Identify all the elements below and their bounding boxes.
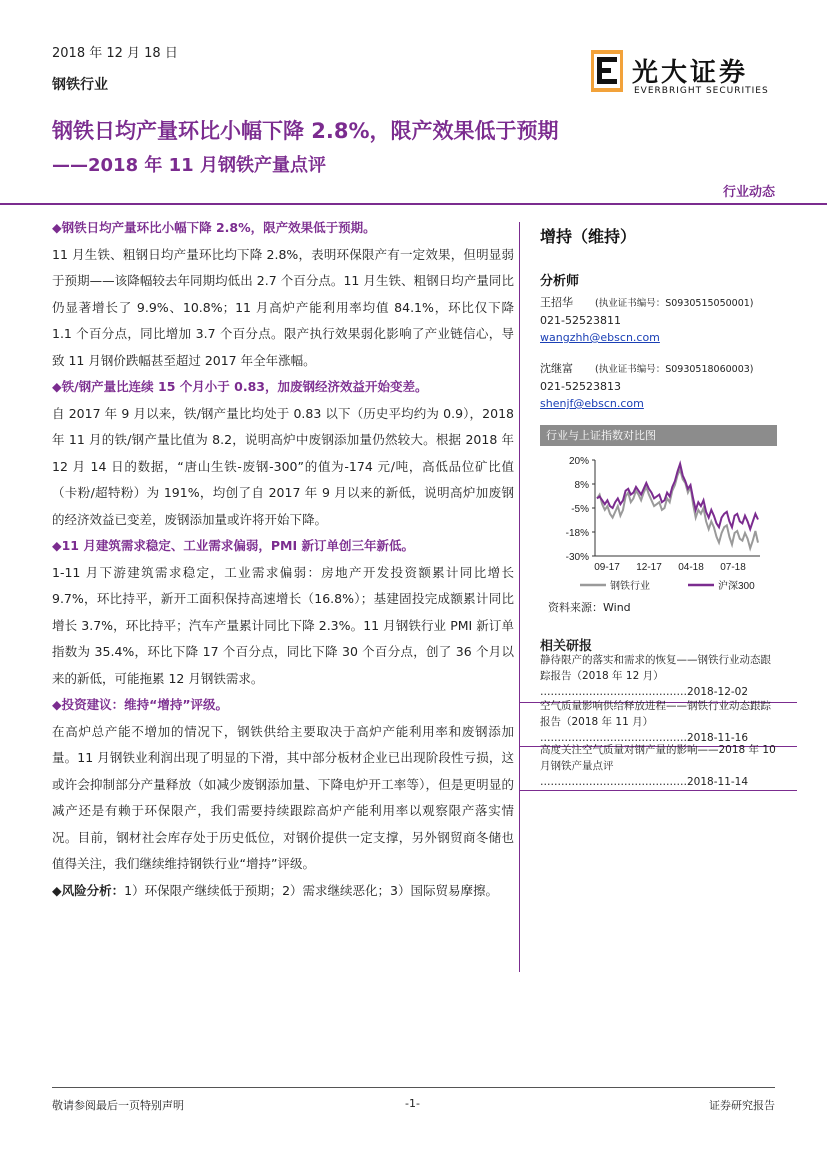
related-report-date: ……………………………………2018-12-02 [540,686,749,698]
section-heading: ◆钢铁日均产量环比小幅下降 2.8%，限产效果低于预期。 [52,220,376,235]
risk-paragraph [52,878,514,905]
main-body [52,215,514,904]
page-number: -1- [405,1097,420,1110]
analyst-phone: 021-52523811 [540,314,621,327]
related-report[interactable] [540,698,780,746]
related-report-title: 静待限产的落实和需求的恢复——钢铁行业动态跟踪报告（2018 年 12 月） [540,654,771,682]
x-tick-label: 07-18 [720,562,746,573]
logo-text-cn: 光大证券 [632,58,749,88]
risk-text: 1）环保限产继续低于预期；2）需求继续恶化；3）国际贸易摩擦。 [124,882,498,898]
comparison-chart [540,448,780,596]
y-tick-label: -18% [565,528,589,539]
chart-source: 资料来源：Wind [548,601,631,614]
y-tick-label: 8% [574,480,589,491]
legend-label: 钢铁行业 [610,581,650,592]
header-divider [0,203,827,205]
related-report-title: 空气质量影响供给释放进程——钢铁行业动态跟踪报告（2018 年 11 月） [540,700,771,728]
analyst-name: 沈继富 [540,362,573,375]
y-tick-label: -5% [571,504,589,515]
section-heading: ◆11 月建筑需求稳定、工业需求偏弱，PMI 新订单创三年新低。 [52,538,414,553]
x-tick-label: 04-18 [678,562,704,573]
analyst-cert: (执业证书编号：S0930515050001) [595,298,754,309]
report-title: 钢铁日均产量环比小幅下降 2.8%，限产效果低于预期 [52,119,559,143]
legend-label: 沪深300 [718,581,755,592]
section-heading: ◆铁/钢产量比连续 15 个月小于 0.83，加废钢经济效益开始变差。 [52,379,428,394]
analyst-name: 王招华 [540,296,573,309]
report-subtitle: ——2018 年 11 月钢铁产量点评 [52,155,326,176]
x-tick-label: 12-17 [636,562,662,573]
everbright-logo-icon [591,50,623,92]
related-title: 相关研报 [540,639,593,654]
y-tick-label: 20% [568,456,589,467]
footer-disclaimer: 敬请参阅最后一页特别声明 [52,1099,184,1112]
related-report-date: ……………………………………2018-11-14 [540,776,749,788]
risk-label: ◆风险分析： [52,882,125,898]
report-type: 行业动态 [722,185,775,200]
logo-text-en: EVERBRIGHT SECURITIES [634,86,769,96]
footer-label: 证券研究报告 [709,1099,775,1112]
report-date: 2018 年 12 月 18 日 [52,46,178,61]
industry-label: 钢铁行业 [52,77,108,93]
series-line-钢铁行业 [597,470,758,549]
analyst-email-link[interactable]: wangzhh@ebscn.com [540,331,660,344]
body-paragraph: 11 月生铁、粗钢日均产量环比均下降 2.8%，表明环保限产有一定效果，但明显弱于预期——该降幅较去年同期均低出 2.7 个百分点。11 月生铁、粗钢日均产量同比仍显著增长了 9.9%、10.8%；11 月高炉产能利用率均值 84.1%，环比仅下降 1.1 个百分点，同比增加 3.7 个百分点。限产执行效果弱化影响了产业链信心，导致 11 月钢价跌幅甚至超过 2017 年全年涨幅。 [52,246,514,368]
footer-divider [52,1087,775,1088]
y-tick-label: -30% [565,552,589,563]
section-heading: ◆投资建议：维持“增持”评级。 [52,697,229,712]
analyst-block [540,294,780,346]
analyst-email-link[interactable]: shenjf@ebscn.com [540,397,644,410]
analyst-block [540,360,780,412]
related-report[interactable] [540,742,780,790]
related-divider [520,790,797,791]
chart-header: 行业与上证指数对比图 [540,425,777,446]
body-paragraph: 1-11 月下游建筑需求稳定，工业需求偏弱：房地产开发投资额累计同比增长 9.7%，环比持平，新开工面积保持高速增长（16.8%）；基建固投完成额累计同比增长 3.7%，环比持平；汽车产量累计同比下降 2.3%。11 月钢铁行业 PMI 新订单指数为 35.4%，环比下降 17 个百分点，同比下降 30 个百分点，创了 36 个月以来的新低，可能拖累 12 月钢铁需求。 [52,564,514,686]
body-paragraph: 自 2017 年 9 月以来，铁/钢产量比均处于 0.83 以下（历史平均约为 0.9），2018 年 11 月的铁/钢产量比值为 8.2，说明高炉中废钢添加量仍然较大。根据 2018 年 12 月 14 日的数据，“唐山生铁-废钢-300”的值为-174 元/吨，高低品位矿比值（卡粉/超特粉）为 191%，均创了自 2017 年 9 月以来的新低，说明高炉加废钢的经济效益已变差，废钢添加量或许将开始下降。 [52,405,514,527]
related-report[interactable] [540,652,780,700]
body-paragraph: 在高炉总产能不增加的情况下，钢铁供给主要取决于高炉产能利用率和废钢添加量。11 月钢铁业利润出现了明显的下滑，其中部分板材企业已出现阶段性亏损，这或许会抑制部分产量释放（如减少废钢添加量、下降电炉开工率等），但是更明显的减产还是有赖于环保限产，我们需要持续跟踪高炉产能利用率以观察限产落实情况。目前，钢材社会库存处于历史低位，对钢价提供一定支撑，另外钢贸商冬储也值得关注，我们继续维持钢铁行业“增持”评级。 [52,723,514,871]
x-tick-label: 09-17 [594,562,620,573]
analyst-cert: (执业证书编号：S0930518060003) [595,364,754,375]
related-report-date: ……………………………………2018-11-16 [540,732,749,744]
series-line-沪深300 [597,464,758,529]
related-report-title: 高度关注空气质量对钢产量的影响——2018 年 10 月钢铁产量点评 [540,744,776,772]
analyst-title: 分析师 [540,274,580,289]
rating: 增持（维持） [540,227,637,246]
column-divider [519,222,520,972]
analyst-phone: 021-52523813 [540,380,621,393]
